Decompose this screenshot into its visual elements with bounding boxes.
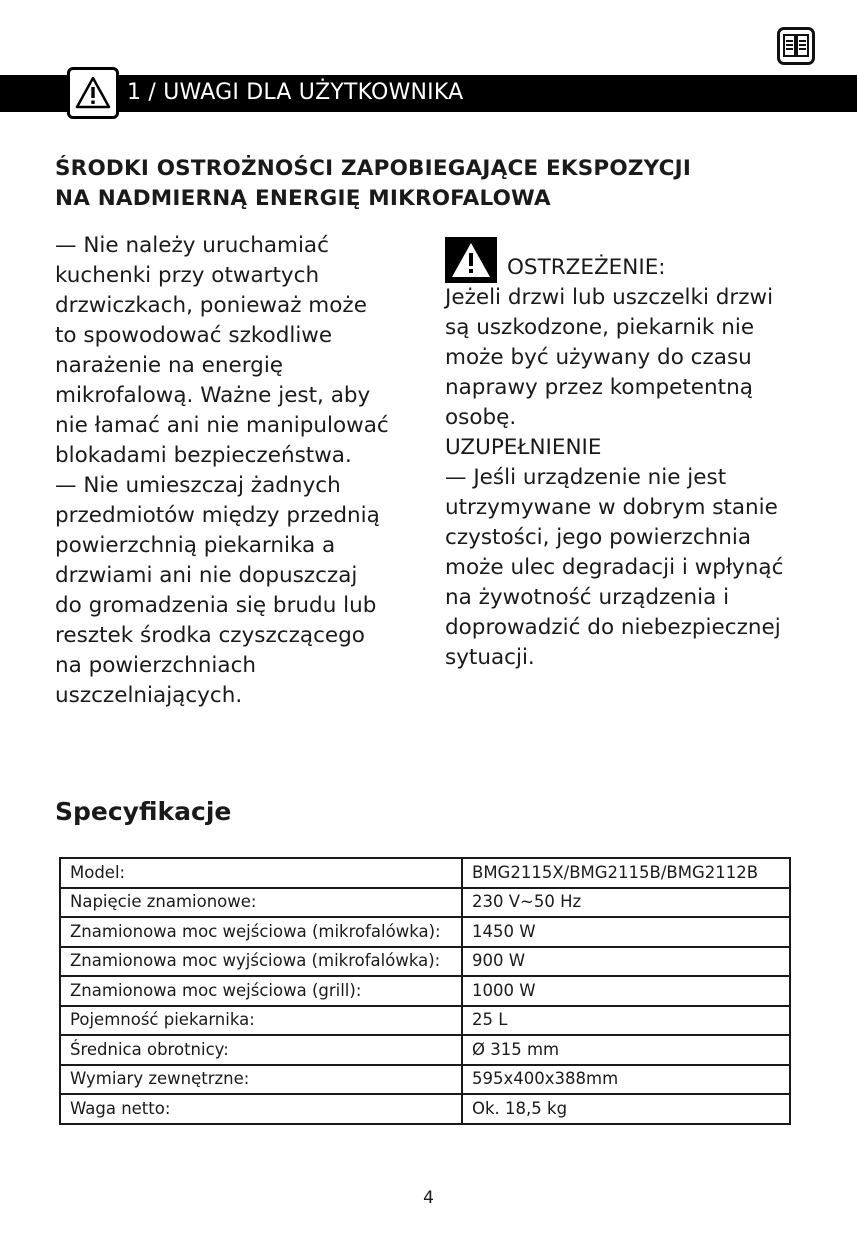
text-line: — Nie umieszczaj żadnych — [55, 473, 341, 498]
text-line: naprawy przez kompetentną — [445, 375, 753, 400]
spec-title: Specyfikacje — [55, 797, 232, 826]
spec-value: 25 L — [462, 1006, 790, 1036]
text-line: utrzymywane w dobrym stanie — [445, 495, 778, 520]
left-column-text — [55, 231, 425, 711]
text-line: na żywotność urządzenia i — [445, 585, 730, 610]
text-line: przedmiotów między przednią — [55, 503, 380, 528]
spec-table — [59, 857, 791, 1125]
warning-heading — [445, 237, 815, 283]
text-line: są uszkodzone, piekarnik nie — [445, 315, 755, 340]
page-number: 4 — [423, 1188, 434, 1208]
spec-label: Średnica obrotnicy: — [60, 1035, 462, 1065]
text-line: Jeżeli drzwi lub uszczelki drzwi — [445, 285, 774, 310]
warning-triangle-icon — [67, 67, 119, 119]
text-line: — Nie należy uruchamiać — [55, 233, 329, 258]
text-line: na powierzchniach — [55, 653, 257, 678]
spec-value: 595x400x388mm — [462, 1065, 790, 1095]
table-row — [60, 1035, 790, 1065]
heading-line: ŚRODKI OSTROŻNOŚCI ZAPOBIEGAJĄCE EKSPOZYCJI — [55, 156, 692, 181]
spec-label: Znamionowa moc wejściowa (grill): — [60, 976, 462, 1006]
spec-label: Model: — [60, 858, 462, 888]
heading-line: NA NADMIERNĄ ENERGIĘ MIKROFALOWA — [55, 186, 551, 211]
table-row — [60, 1065, 790, 1095]
spec-value: Ok. 18,5 kg — [462, 1094, 790, 1124]
spec-value: 1450 W — [462, 917, 790, 947]
table-row — [60, 976, 790, 1006]
spec-value: 900 W — [462, 947, 790, 977]
section-heading — [55, 154, 691, 214]
spec-value: BMG2115X/BMG2115B/BMG2112B — [462, 858, 790, 888]
spec-label: Napięcie znamionowe: — [60, 888, 462, 918]
table-row — [60, 947, 790, 977]
spec-label: Pojemność piekarnika: — [60, 1006, 462, 1036]
section-header-title: 1 / UWAGI DLA UŻYTKOWNIKA — [127, 80, 464, 105]
table-row — [60, 888, 790, 918]
text-line: resztek środka czyszczącego — [55, 623, 365, 648]
warning-triangle-icon — [445, 237, 497, 283]
text-line: mikrofalową. Ważne jest, aby — [55, 383, 371, 408]
spec-value: 230 V~50 Hz — [462, 888, 790, 918]
spec-label: Waga netto: — [60, 1094, 462, 1124]
text-line: uszczelniających. — [55, 683, 243, 708]
spec-label: Znamionowa moc wejściowa (mikrofalówka): — [60, 917, 462, 947]
manual-book-icon — [777, 27, 815, 65]
text-line: może ulec degradacji i wpłynąć — [445, 555, 784, 580]
text-line: blokadami bezpieczeństwa. — [55, 443, 352, 468]
text-line: kuchenki przy otwartych — [55, 263, 320, 288]
table-row — [60, 858, 790, 888]
text-line: drzwiami ani nie dopuszczaj — [55, 563, 358, 588]
table-row — [60, 1006, 790, 1036]
spec-label: Wymiary zewnętrzne: — [60, 1065, 462, 1095]
text-line: osobę. — [445, 405, 517, 430]
table-row — [60, 917, 790, 947]
text-line: doprowadzić do niebezpiecznej — [445, 615, 781, 640]
right-column-text — [445, 237, 815, 673]
text-line: sytuacji. — [445, 645, 535, 670]
text-line: powierzchnią piekarnika a — [55, 533, 336, 558]
table-row — [60, 1094, 790, 1124]
text-line: może być używany do czasu — [445, 345, 752, 370]
text-line: nie łamać ani nie manipulować — [55, 413, 389, 438]
spec-value: Ø 315 mm — [462, 1035, 790, 1065]
text-line: czystości, jego powierzchnia — [445, 525, 752, 550]
text-line: to spowodować szkodliwe — [55, 323, 333, 348]
spec-label: Znamionowa moc wyjściowa (mikrofalówka): — [60, 947, 462, 977]
warning-label: OSTRZEŻENIE: — [507, 255, 666, 280]
text-line: — Jeśli urządzenie nie jest — [445, 465, 727, 490]
spec-value: 1000 W — [462, 976, 790, 1006]
text-line: narażenie na energię — [55, 353, 284, 378]
text-line: do gromadzenia się brudu lub — [55, 593, 377, 618]
text-line: drzwiczkach, ponieważ może — [55, 293, 367, 318]
text-line: UZUPEŁNIENIE — [445, 435, 602, 460]
